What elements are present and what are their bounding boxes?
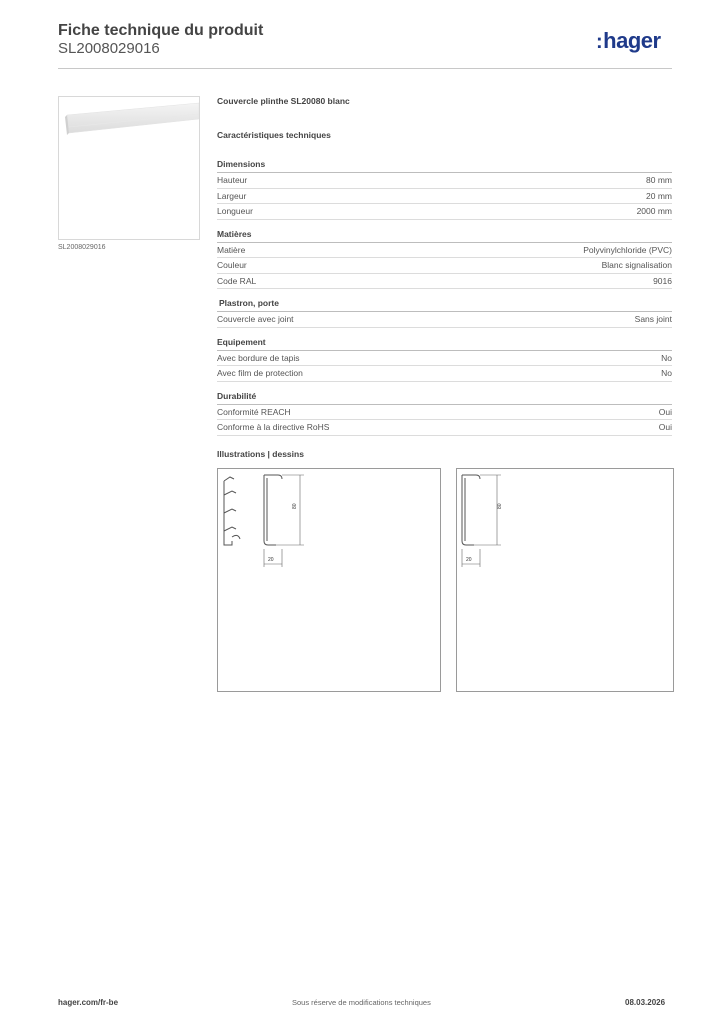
logo-dots: : xyxy=(596,31,603,53)
section-plastron xyxy=(217,295,672,328)
footer-notice: Sous réserve de modifications techniques xyxy=(292,998,431,1007)
product-name: Couvercle plinthe SL20080 blanc xyxy=(217,96,350,106)
row-label: Avec film de protection xyxy=(217,368,303,378)
row-value: Blanc signalisation xyxy=(601,260,672,270)
cover-strip-image xyxy=(59,97,199,239)
section-title: Plastron, porte xyxy=(217,295,672,312)
row-value: Oui xyxy=(658,406,672,417)
row-value: Polyvinylchloride (PVC) xyxy=(583,244,672,255)
section-title: Durabilité xyxy=(217,388,672,405)
illustrations-title: Illustrations | dessins xyxy=(217,449,304,459)
technical-drawing-cover xyxy=(456,468,674,692)
height-dimension-label: 80 xyxy=(292,503,298,509)
row-label: Couvercle avec joint xyxy=(217,314,294,324)
row-label: Conforme à la directive RoHS xyxy=(217,422,330,432)
width-dimension-label: 20 xyxy=(466,557,472,563)
table-row xyxy=(217,243,672,259)
row-value: 20 mm xyxy=(646,190,672,201)
row-value: No xyxy=(661,368,672,378)
row-label: Largeur xyxy=(217,190,247,201)
drawing-cover xyxy=(457,469,673,691)
product-reference: SL2008029016 xyxy=(58,40,160,57)
table-row xyxy=(217,366,672,382)
product-photo xyxy=(58,96,200,240)
footer-website-link[interactable]: hager.com/fr-be xyxy=(58,998,119,1007)
header-divider xyxy=(58,68,672,69)
section-title: Matières xyxy=(217,226,672,243)
row-label: Longueur xyxy=(217,206,253,216)
table-row xyxy=(217,420,672,436)
section-durability xyxy=(217,388,672,436)
hager-logo xyxy=(596,28,661,54)
table-row xyxy=(217,189,672,205)
footer-date: 08.03.2026 xyxy=(625,998,666,1007)
table-row xyxy=(217,405,672,421)
table-row xyxy=(217,204,672,220)
height-dimension-label: 80 xyxy=(497,503,503,509)
row-value: Sans joint xyxy=(634,314,672,324)
section-title: Equipement xyxy=(217,334,672,351)
section-title: Dimensions xyxy=(217,156,672,173)
row-value: No xyxy=(661,352,672,363)
row-value: 9016 xyxy=(653,275,672,286)
characteristics-title: Caractéristiques techniques xyxy=(217,130,331,140)
table-row xyxy=(217,351,672,367)
table-row xyxy=(217,258,672,274)
technical-data xyxy=(217,92,672,436)
row-label: Conformité REACH xyxy=(217,406,291,417)
section-dimensions xyxy=(217,156,672,220)
row-label: Matière xyxy=(217,244,246,255)
row-label: Avec bordure de tapis xyxy=(217,352,300,363)
row-label: Hauteur xyxy=(217,175,248,185)
section-equipment xyxy=(217,334,672,382)
table-row xyxy=(217,312,672,328)
logo-text: hager xyxy=(603,28,661,53)
drawing-assembly xyxy=(218,469,440,691)
row-value: Oui xyxy=(658,422,672,432)
row-value: 80 mm xyxy=(646,175,672,185)
width-dimension-label: 20 xyxy=(268,557,274,563)
technical-drawing-assembly xyxy=(217,468,441,692)
row-label: Couleur xyxy=(217,260,247,270)
section-materials xyxy=(217,226,672,290)
page-title: Fiche technique du produit xyxy=(58,22,264,39)
table-row xyxy=(217,173,672,189)
row-label: Code RAL xyxy=(217,275,257,286)
table-row xyxy=(217,274,672,290)
row-value: 2000 mm xyxy=(636,206,672,216)
photo-caption: SL2008029016 xyxy=(58,244,106,251)
